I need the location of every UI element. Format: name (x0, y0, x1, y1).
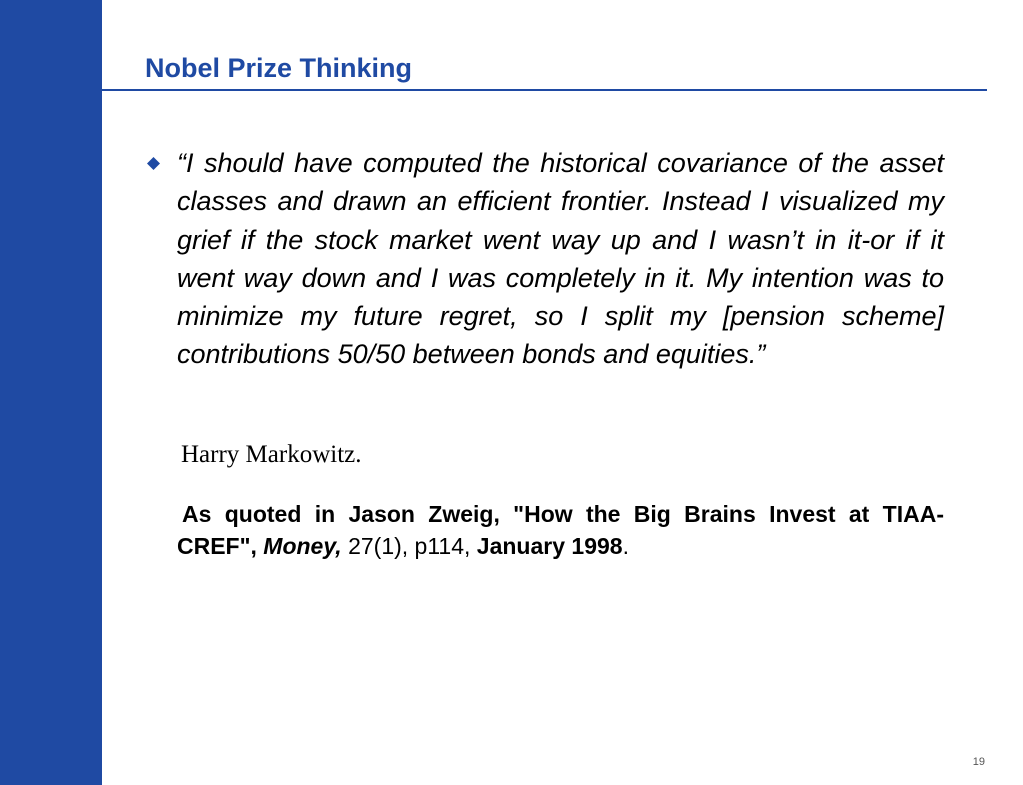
citation (177, 498, 944, 562)
quote-text: “I should have computed the historical covariance of the asset classes and drawn an efficient frontier. Instead I visualized my grief if the stock market went way up and I wasn’t in it-or if it went way down and I was completely in it. My intention was to minimize my future regret, so I split my [pension scheme] contributions 50/50 between bonds and equities.” (177, 148, 944, 370)
sidebar-band (0, 0, 102, 785)
diamond-bullet-icon (147, 157, 160, 170)
citation-source: As quoted in Jason Zweig, "How the Big Brains Invest at TIAA-CREF", (177, 501, 944, 559)
quote-author: Harry Markowitz. (181, 441, 362, 468)
citation-end: . (622, 533, 629, 559)
citation-volume: 27(1), p114, (348, 533, 471, 559)
citation-date: January 1998 (476, 533, 623, 559)
slide-title: Nobel Prize Thinking (145, 53, 413, 83)
citation-publication: Money, (263, 533, 342, 559)
page-number: 19 (972, 756, 985, 768)
title-divider (35, 89, 987, 91)
